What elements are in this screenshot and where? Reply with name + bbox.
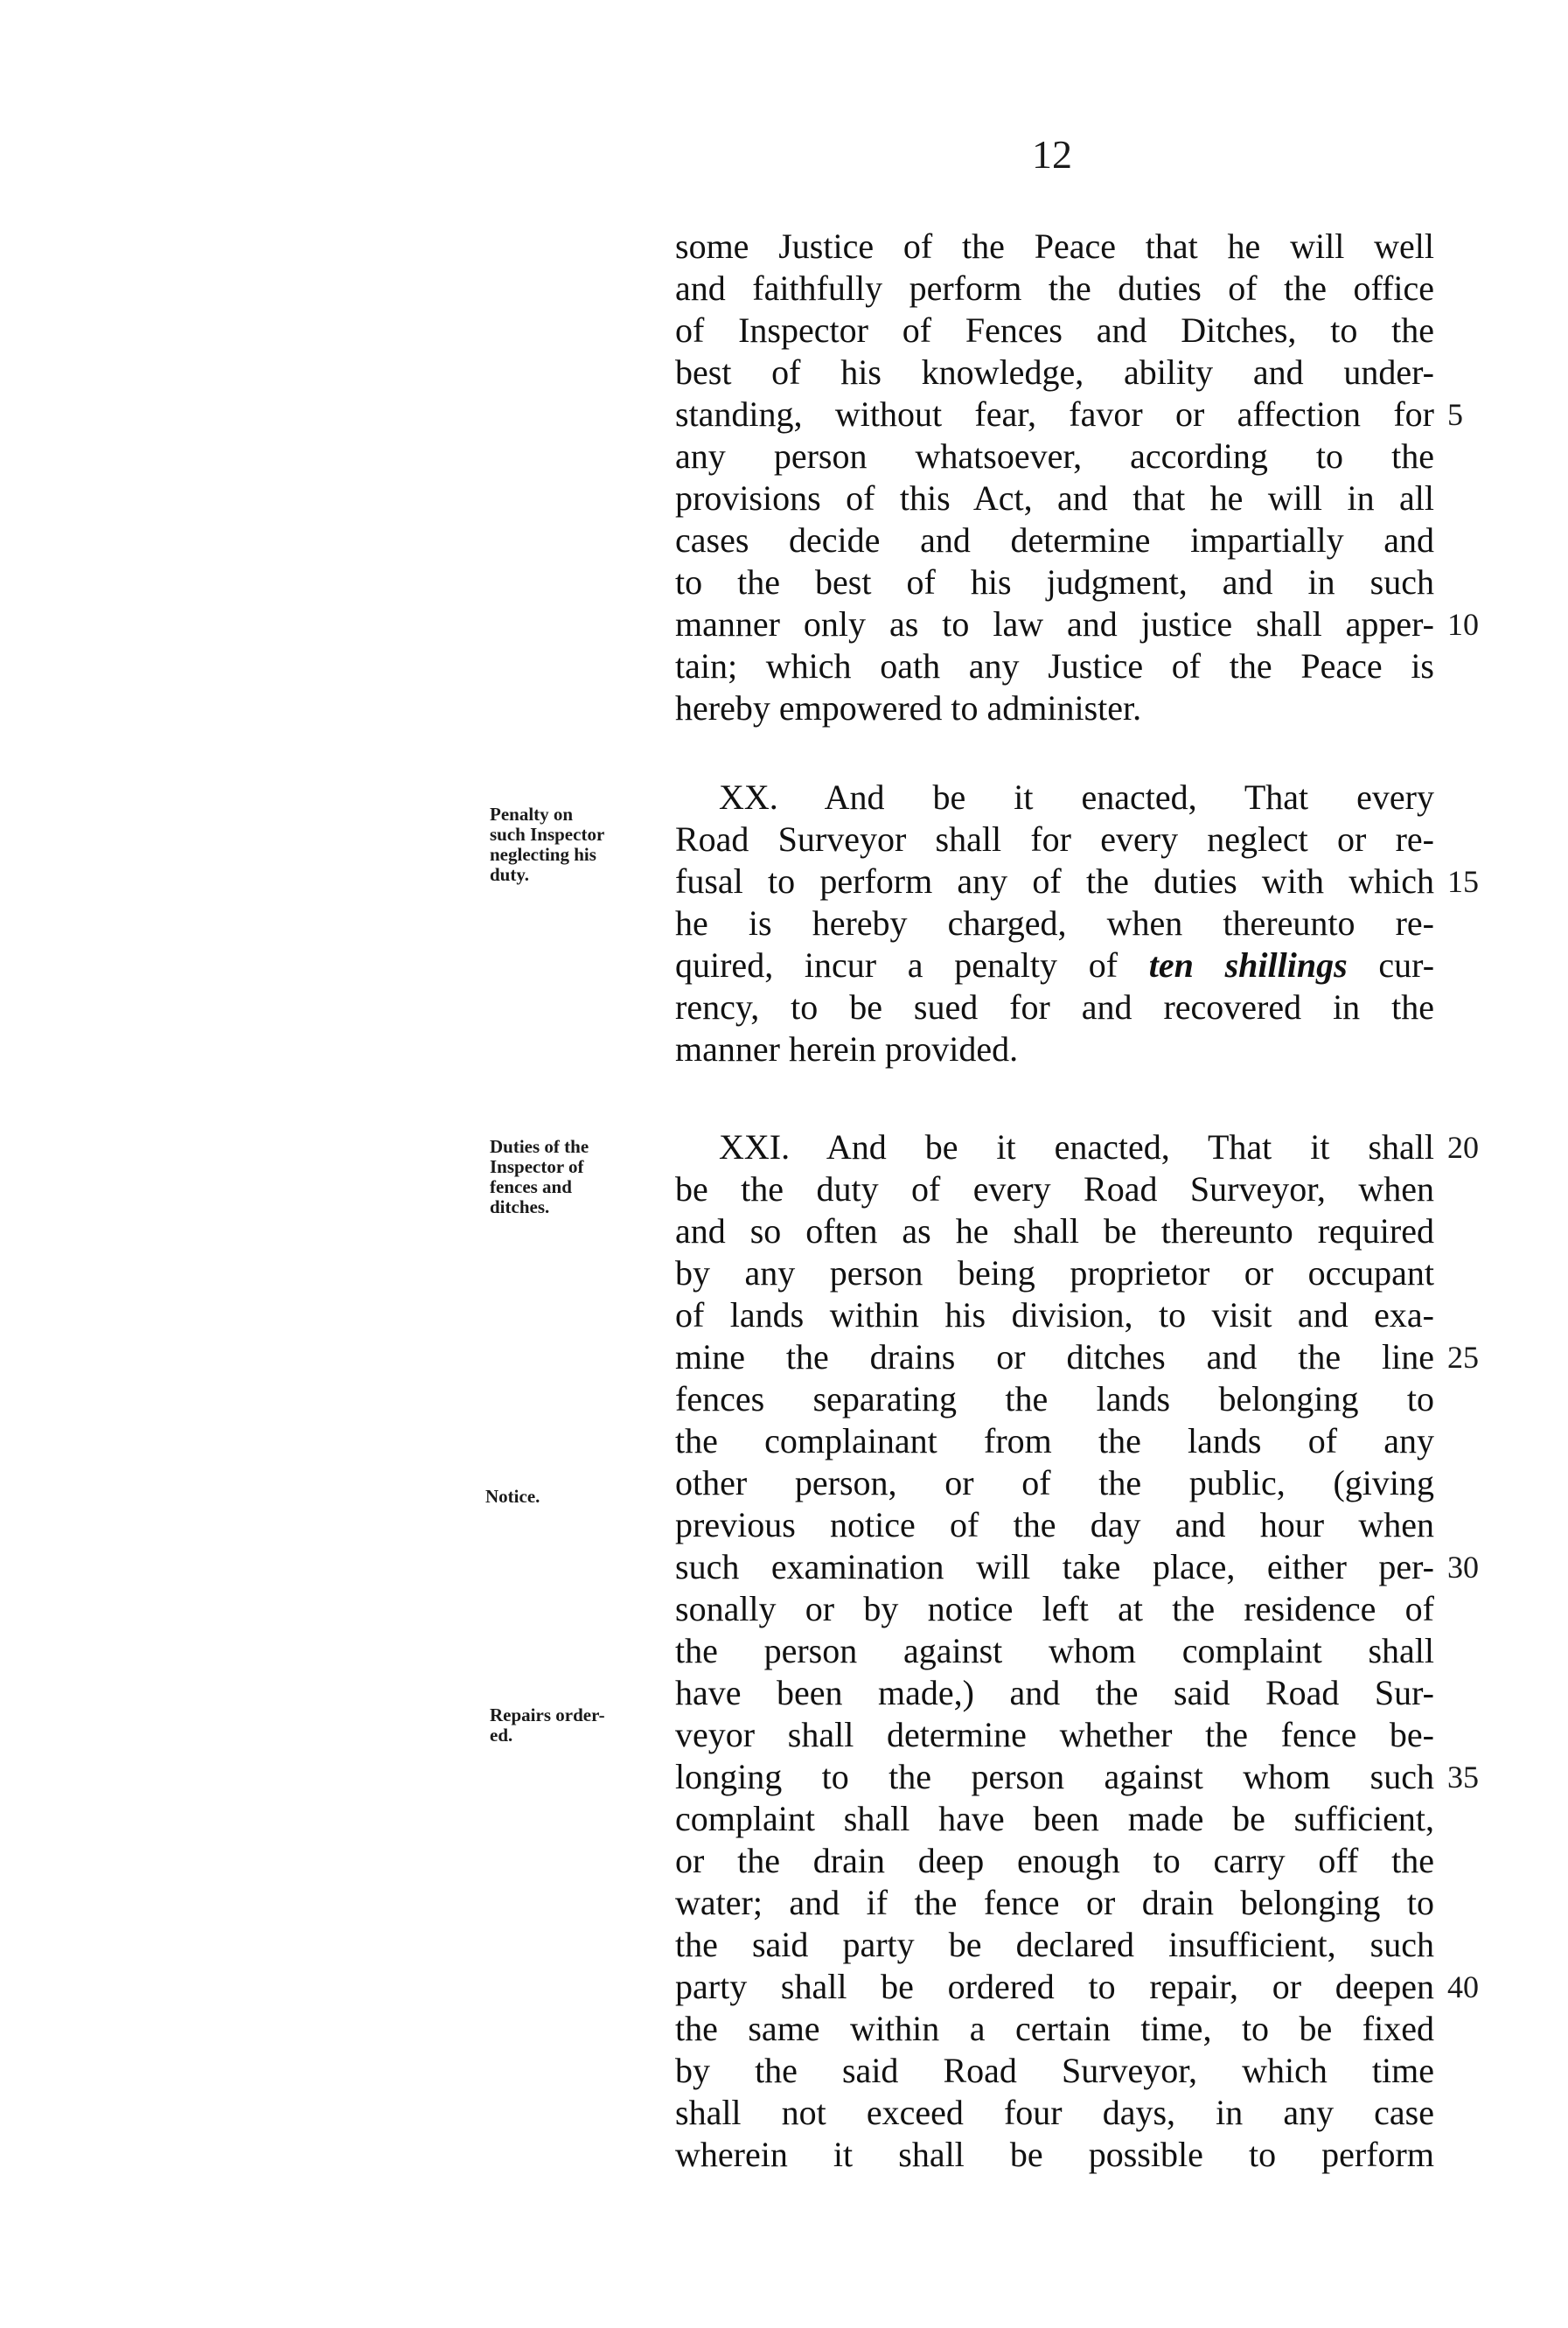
text-line: any person whatsoever, according to the [675,436,1434,476]
text-line: rency, to be sued for and recovered in the [675,987,1434,1027]
text-line: and faithfully perform the duties of the office [675,268,1434,308]
text-line: of lands within his division, to visit and exa- [675,1295,1434,1335]
text-line: fences separating the lands belonging to [675,1379,1434,1418]
margin-note-line: duty. [490,864,529,885]
text-line: party shall be ordered to repair, or deepen [675,1967,1434,2006]
text-line: the person against whom complaint shall [675,1631,1434,1670]
text-line: manner herein provided. [675,1029,1019,1069]
text-line: water; and if the fence or drain belonging to [675,1883,1434,1922]
line-number: 5 [1447,397,1463,432]
text-line: shall not exceed four days, in any case [675,2093,1434,2132]
margin-note-line: Notice. [485,1486,540,1507]
text-line [675,944,1434,986]
text-line: XX. And be it enacted, That every [719,777,1434,817]
text-line: longing to the person against whom such [675,1757,1434,1796]
line-number: 40 [1447,1969,1479,2004]
text-line: Road Surveyor shall for every neglect or re- [675,819,1434,859]
margin-note-line: ed. [490,1725,513,1746]
line-number: 15 [1447,864,1479,899]
margin-note-line: Penalty on [490,804,574,825]
text-line: the said party be declared insufficient, such [675,1925,1434,1964]
text-line: mine the drains or ditches and the line [675,1337,1434,1377]
text-line: he is hereby charged, when thereunto re- [675,903,1434,943]
margin-note-line: neglecting his [490,844,596,865]
line-number: 30 [1447,1550,1479,1585]
text-line: complaint shall have been made be sufficient, [675,1799,1434,1838]
text-line: such examination will take place, either per- [675,1547,1434,1586]
text-line: or the drain deep enough to carry off the [675,1841,1434,1880]
text-line: fusal to perform any of the duties with which [675,861,1434,901]
margin-note-duties [490,1137,665,1217]
text-line: and so often as he shall be thereunto required [675,1211,1434,1251]
text-line: the complainant from the lands of any [675,1421,1434,1460]
italic-phrase: ten shillings [1148,945,1348,985]
text-line: have been made,) and the said Road Sur- [675,1673,1434,1712]
text-line: cases decide and determine impartially and [675,520,1434,560]
text-line: manner only as to law and justice shall apper- [675,604,1434,644]
text-line: sonally or by notice left at the residence of [675,1589,1434,1628]
margin-note-line: Duties of the [490,1136,589,1157]
text-line: wherein it shall be possible to perform [675,2135,1434,2174]
margin-note-notice [485,1487,660,1507]
text-line: by the said Road Surveyor, which time [675,2051,1434,2090]
page-number: 12 [1032,132,1072,177]
text-line: the same within a certain time, to be fixed [675,2009,1434,2048]
margin-note-line: fences and [490,1176,572,1197]
text-line: hereby empowered to administer. [675,688,1142,728]
margin-note-line: such Inspector [490,824,605,845]
text-line: XXI. And be it enacted, That it shall [719,1127,1434,1167]
line-number: 20 [1447,1130,1479,1165]
text-line: to the best of his judgment, and in such [675,562,1434,602]
text-line: best of his knowledge, ability and under- [675,352,1434,392]
line-number: 35 [1447,1760,1479,1795]
text-line: provisions of this Act, and that he will in all [675,478,1434,518]
text-line: tain; which oath any Justice of the Peace is [675,646,1434,686]
margin-note-line: ditches. [490,1196,550,1217]
line-number: 10 [1447,607,1479,642]
margin-note-line: Repairs order- [490,1704,605,1725]
margin-note-line: Inspector of [490,1156,584,1177]
text-run: quired, incur a penalty of [675,945,1119,985]
line-number: 25 [1447,1340,1479,1375]
text-run: cur- [1378,945,1434,985]
margin-note-penalty [490,805,665,885]
text-line: veyor shall determine whether the fence be- [675,1715,1434,1754]
text-line: of Inspector of Fences and Ditches, to the [675,310,1434,350]
text-line: standing, without fear, favor or affection for [675,394,1434,434]
margin-note-repairs [490,1705,665,1746]
text-line: be the duty of every Road Surveyor, when [675,1169,1434,1209]
text-line: by any person being proprietor or occupant [675,1253,1434,1293]
text-line: previous notice of the day and hour when [675,1505,1434,1544]
text-line: some Justice of the Peace that he will well [675,227,1434,266]
text-line: other person, or of the public, (giving [675,1463,1434,1502]
